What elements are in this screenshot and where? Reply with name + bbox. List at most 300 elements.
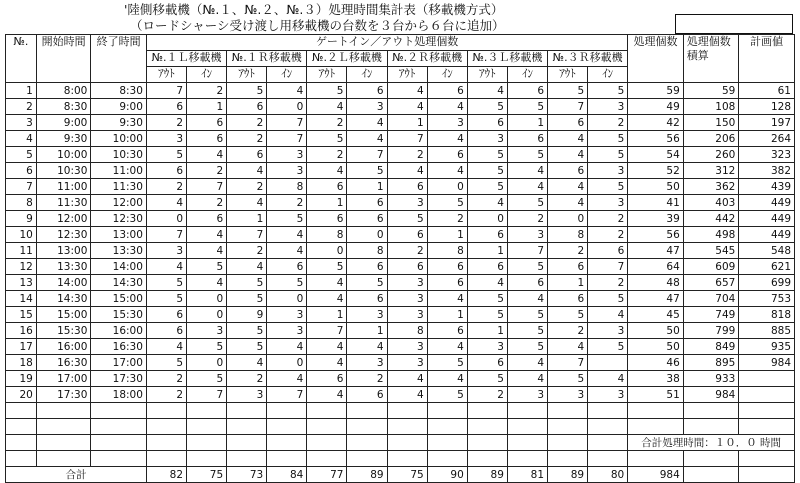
empty-cell [36, 419, 91, 435]
gate-count: 2 [467, 387, 507, 403]
gate-count: 4 [507, 179, 547, 195]
table-row [6, 371, 795, 387]
empty-cell [347, 451, 387, 467]
header-cumulative-count: 処理個数積算 [683, 35, 739, 83]
plan-header-box [675, 14, 793, 34]
gate-count: 7 [187, 387, 227, 403]
empty-cell [227, 451, 267, 467]
row-no: 2 [6, 99, 37, 115]
gate-count: 2 [146, 179, 186, 195]
processed-count: 64 [628, 259, 684, 275]
processed-count: 50 [628, 179, 684, 195]
table-row [6, 275, 795, 291]
processed-count: 39 [628, 211, 684, 227]
gate-count: 5 [427, 387, 467, 403]
gate-count: 7 [548, 355, 588, 371]
gate-count: 6 [467, 115, 507, 131]
processed-count: 50 [628, 323, 684, 339]
gate-count: 3 [507, 227, 547, 243]
empty-cell [36, 451, 91, 467]
start-time: 8:00 [36, 83, 91, 99]
start-time: 15:00 [36, 307, 91, 323]
empty-cell [146, 435, 186, 451]
start-time: 13:00 [36, 243, 91, 259]
table-row [6, 115, 795, 131]
gate-count: 2 [387, 147, 427, 163]
empty-cell [6, 403, 37, 419]
total-count: 82 [146, 467, 186, 483]
gate-count: 5 [267, 275, 307, 291]
gate-count: 6 [548, 259, 588, 275]
gate-count: 2 [588, 115, 628, 131]
gate-count: 4 [307, 355, 347, 371]
table-row [6, 243, 795, 259]
end-time: 18:00 [91, 387, 147, 403]
gate-count: 3 [588, 387, 628, 403]
gate-count: 2 [227, 243, 267, 259]
gate-count: 5 [467, 99, 507, 115]
gate-count: 6 [427, 147, 467, 163]
cumulative-count: 206 [683, 131, 739, 147]
header-out: ｱｳﾄ [146, 67, 186, 83]
header-no: №. [6, 35, 37, 83]
plan-value [739, 371, 795, 387]
gate-count: 2 [146, 387, 186, 403]
cumulative-count: 704 [683, 291, 739, 307]
gate-count: 5 [187, 259, 227, 275]
gate-count: 4 [267, 83, 307, 99]
table-row [6, 163, 795, 179]
empty-cell [91, 403, 147, 419]
gate-count: 4 [548, 131, 588, 147]
gate-count: 6 [548, 115, 588, 131]
gate-count: 4 [588, 371, 628, 387]
header-machine-5: №.３Ｌ移載機 [467, 51, 547, 67]
plan-value: 548 [739, 243, 795, 259]
empty-cell [548, 435, 588, 451]
empty-cell [91, 419, 147, 435]
row-no: 6 [6, 163, 37, 179]
gate-count: 6 [347, 259, 387, 275]
cumulative-count: 849 [683, 339, 739, 355]
gate-count: 4 [146, 259, 186, 275]
start-time: 13:30 [36, 259, 91, 275]
gate-count: 7 [267, 115, 307, 131]
gate-count: 3 [146, 243, 186, 259]
gate-count: 2 [588, 211, 628, 227]
gate-count: 5 [227, 291, 267, 307]
end-time: 12:00 [91, 195, 147, 211]
gate-count: 3 [267, 147, 307, 163]
gate-count: 4 [427, 99, 467, 115]
end-time: 12:30 [91, 211, 147, 227]
total-processing-time: 合計処理時間：１０．０ 時間 [628, 435, 795, 451]
gate-count: 2 [267, 195, 307, 211]
empty-cell [739, 451, 795, 467]
gate-count: 4 [307, 163, 347, 179]
cumulative-count: 403 [683, 195, 739, 211]
start-time: 15:30 [36, 323, 91, 339]
empty-cell [507, 451, 547, 467]
table-row [6, 131, 795, 147]
gate-count: 6 [146, 163, 186, 179]
cumulative-count: 799 [683, 323, 739, 339]
start-time: 10:30 [36, 163, 91, 179]
gate-count: 3 [267, 323, 307, 339]
gate-count: 2 [387, 243, 427, 259]
gate-count: 5 [507, 307, 547, 323]
end-time: 9:30 [91, 115, 147, 131]
header-end-time: 終了時間 [91, 35, 147, 83]
gate-count: 6 [307, 211, 347, 227]
gate-count: 6 [307, 371, 347, 387]
gate-count: 4 [347, 339, 387, 355]
plan-value: 753 [739, 291, 795, 307]
cumulative-count: 609 [683, 259, 739, 275]
gate-count: 5 [507, 99, 547, 115]
empty-row [6, 451, 795, 467]
empty-cell [507, 435, 547, 451]
empty-cell [588, 419, 628, 435]
cumulative-count: 59 [683, 83, 739, 99]
gate-count: 4 [548, 147, 588, 163]
plan-value: 818 [739, 307, 795, 323]
row-no: 17 [6, 339, 37, 355]
gate-count: 1 [387, 115, 427, 131]
gate-count: 4 [267, 227, 307, 243]
gate-count: 3 [548, 387, 588, 403]
plan-value: 935 [739, 339, 795, 355]
gate-count: 7 [548, 99, 588, 115]
total-count: 84 [267, 467, 307, 483]
gate-count: 4 [467, 83, 507, 99]
gate-count: 1 [307, 307, 347, 323]
gate-count: 0 [307, 243, 347, 259]
empty-row [6, 419, 795, 435]
gate-count: 6 [187, 131, 227, 147]
empty-cell [683, 467, 739, 483]
plan-value: 264 [739, 131, 795, 147]
start-time: 9:00 [36, 115, 91, 131]
cumulative-count: 749 [683, 307, 739, 323]
end-time: 8:30 [91, 83, 147, 99]
gate-count: 6 [548, 291, 588, 307]
start-time: 17:00 [36, 371, 91, 387]
gate-count: 2 [187, 163, 227, 179]
gate-count: 5 [588, 339, 628, 355]
gate-count: 3 [387, 355, 427, 371]
totals-row [6, 467, 795, 483]
gate-count: 5 [548, 371, 588, 387]
gate-count: 4 [267, 243, 307, 259]
gate-count: 5 [307, 131, 347, 147]
gate-count: 6 [387, 259, 427, 275]
empty-cell [427, 403, 467, 419]
header-in: ｲﾝ [187, 67, 227, 83]
end-time: 11:00 [91, 163, 147, 179]
cumulative-count: 933 [683, 371, 739, 387]
table-row [6, 387, 795, 403]
gate-count: 6 [548, 163, 588, 179]
empty-cell [467, 435, 507, 451]
gate-count: 3 [507, 387, 547, 403]
table-row [6, 323, 795, 339]
gate-count: 4 [507, 291, 547, 307]
gate-count: 5 [146, 355, 186, 371]
gate-count: 3 [227, 387, 267, 403]
empty-cell [427, 419, 467, 435]
header-in: ｲﾝ [507, 67, 547, 83]
gate-count: 1 [467, 323, 507, 339]
gate-count: 6 [427, 323, 467, 339]
empty-cell [307, 419, 347, 435]
gate-count: 6 [347, 83, 387, 99]
gate-count: 7 [307, 323, 347, 339]
gate-count: 8 [307, 227, 347, 243]
gate-count: 6 [588, 243, 628, 259]
gate-count: 4 [227, 195, 267, 211]
gate-count: 3 [588, 99, 628, 115]
cumulative-count: 984 [683, 387, 739, 403]
empty-cell [628, 451, 684, 467]
gate-count: 6 [146, 307, 186, 323]
total-count: 73 [227, 467, 267, 483]
gate-count: 4 [187, 275, 227, 291]
gate-count: 0 [267, 355, 307, 371]
gate-count: 5 [588, 147, 628, 163]
gate-count: 2 [427, 211, 467, 227]
page-subtitle: （ロードシャーシ受け渡し用移載機の台数を３台から６台に追加） [130, 18, 505, 33]
row-no: 19 [6, 371, 37, 387]
gate-count: 4 [227, 355, 267, 371]
total-processed: 984 [628, 467, 684, 483]
processed-count: 46 [628, 355, 684, 371]
gate-count: 1 [507, 115, 547, 131]
start-time: 12:00 [36, 211, 91, 227]
empty-cell [739, 419, 795, 435]
processed-count: 38 [628, 371, 684, 387]
row-no: 16 [6, 323, 37, 339]
gate-count: 2 [548, 323, 588, 339]
row-no: 5 [6, 147, 37, 163]
empty-cell [683, 451, 739, 467]
gate-count: 4 [507, 355, 547, 371]
row-no: 8 [6, 195, 37, 211]
header-out: ｱｳﾄ [387, 67, 427, 83]
empty-cell [467, 419, 507, 435]
row-no: 12 [6, 259, 37, 275]
gate-count: 6 [227, 99, 267, 115]
row-no: 1 [6, 83, 37, 99]
gate-count: 2 [307, 115, 347, 131]
processed-count: 47 [628, 291, 684, 307]
gate-count: 8 [267, 179, 307, 195]
gate-count: 9 [227, 307, 267, 323]
empty-cell [628, 403, 684, 419]
gate-count: 2 [187, 195, 227, 211]
gate-count: 2 [227, 179, 267, 195]
gate-count: 4 [387, 163, 427, 179]
header-machine-1: №.１Ｌ移載機 [146, 51, 226, 67]
gate-count: 5 [467, 307, 507, 323]
table-row [6, 83, 795, 99]
gate-count: 4 [588, 307, 628, 323]
gate-count: 4 [427, 371, 467, 387]
header-machine-2: №.１Ｒ移載機 [227, 51, 307, 67]
start-time: 12:30 [36, 227, 91, 243]
gate-count: 4 [548, 339, 588, 355]
table-row [6, 147, 795, 163]
gate-count: 1 [307, 195, 347, 211]
empty-cell [387, 403, 427, 419]
gate-count: 4 [548, 179, 588, 195]
processed-count: 48 [628, 275, 684, 291]
plan-value: 128 [739, 99, 795, 115]
header-gate-in-out: ゲートイン／アウト処理個数 [146, 35, 627, 51]
gate-count: 2 [307, 147, 347, 163]
gate-count: 5 [307, 83, 347, 99]
gate-count: 4 [387, 83, 427, 99]
gate-count: 2 [187, 83, 227, 99]
gate-count: 6 [227, 147, 267, 163]
gate-count: 6 [187, 211, 227, 227]
plan-value: 439 [739, 179, 795, 195]
gate-count: 7 [146, 83, 186, 99]
end-time: 10:30 [91, 147, 147, 163]
gate-count: 3 [588, 323, 628, 339]
start-time: 17:30 [36, 387, 91, 403]
empty-cell [227, 435, 267, 451]
empty-cell [187, 419, 227, 435]
processed-count: 54 [628, 147, 684, 163]
gate-count: 0 [187, 355, 227, 371]
row-no: 13 [6, 275, 37, 291]
empty-cell [347, 435, 387, 451]
gate-count: 5 [187, 339, 227, 355]
gate-count: 6 [427, 259, 467, 275]
empty-cell [36, 435, 91, 451]
gate-count: 7 [507, 243, 547, 259]
gate-count: 3 [387, 195, 427, 211]
gate-count: 2 [227, 371, 267, 387]
gate-count: 7 [267, 131, 307, 147]
empty-cell [91, 451, 147, 467]
gate-count: 4 [227, 259, 267, 275]
gate-count: 7 [588, 259, 628, 275]
header-out: ｱｳﾄ [227, 67, 267, 83]
cumulative-count: 312 [683, 163, 739, 179]
start-time: 8:30 [36, 99, 91, 115]
gate-count: 4 [187, 227, 227, 243]
total-count: 75 [187, 467, 227, 483]
gate-count: 5 [507, 195, 547, 211]
end-time: 15:00 [91, 291, 147, 307]
gate-count: 1 [548, 275, 588, 291]
processed-count: 50 [628, 339, 684, 355]
end-time: 13:30 [91, 243, 147, 259]
gate-count: 2 [507, 211, 547, 227]
gate-count: 4 [427, 163, 467, 179]
gate-count: 8 [347, 243, 387, 259]
cumulative-count: 108 [683, 99, 739, 115]
gate-count: 5 [548, 307, 588, 323]
table-row [6, 307, 795, 323]
end-time: 9:00 [91, 99, 147, 115]
gate-count: 6 [507, 83, 547, 99]
gate-count: 4 [307, 275, 347, 291]
empty-cell [507, 419, 547, 435]
gate-count: 0 [267, 99, 307, 115]
gate-count: 4 [307, 99, 347, 115]
gate-count: 5 [588, 83, 628, 99]
processed-count: 49 [628, 99, 684, 115]
plan-value: 621 [739, 259, 795, 275]
empty-cell [683, 419, 739, 435]
empty-cell [267, 403, 307, 419]
cumulative-count: 150 [683, 115, 739, 131]
empty-cell [146, 451, 186, 467]
table-row [6, 339, 795, 355]
empty-cell [227, 403, 267, 419]
end-time: 14:30 [91, 275, 147, 291]
empty-cell [91, 435, 147, 451]
end-time: 16:00 [91, 323, 147, 339]
gate-count: 5 [467, 179, 507, 195]
gate-count: 0 [467, 211, 507, 227]
cumulative-count: 442 [683, 211, 739, 227]
gate-count: 1 [227, 211, 267, 227]
start-time: 16:30 [36, 355, 91, 371]
processed-count: 51 [628, 387, 684, 403]
empty-row [6, 403, 795, 419]
end-time: 13:00 [91, 227, 147, 243]
total-count: 81 [507, 467, 547, 483]
end-time: 17:30 [91, 371, 147, 387]
plan-value: 61 [739, 83, 795, 99]
processed-count: 56 [628, 227, 684, 243]
gate-count: 6 [347, 195, 387, 211]
header-plan-value: 計画値 [739, 35, 795, 83]
gate-count: 6 [387, 179, 427, 195]
plan-value: 885 [739, 323, 795, 339]
plan-value: 449 [739, 227, 795, 243]
empty-cell [347, 419, 387, 435]
gate-count: 1 [187, 99, 227, 115]
gate-count: 3 [347, 355, 387, 371]
table-row [6, 291, 795, 307]
plan-value: 449 [739, 195, 795, 211]
gate-count: 3 [187, 323, 227, 339]
gate-count: 3 [347, 99, 387, 115]
gate-count: 3 [146, 131, 186, 147]
plan-value: 323 [739, 147, 795, 163]
gate-count: 4 [427, 291, 467, 307]
total-count: 75 [387, 467, 427, 483]
header-processed-count: 処理個数 [628, 35, 684, 83]
gate-count: 6 [507, 131, 547, 147]
gate-count: 2 [588, 275, 628, 291]
header-start-time: 開始時間 [36, 35, 91, 83]
gate-count: 5 [548, 83, 588, 99]
empty-cell [387, 419, 427, 435]
plan-value: 984 [739, 355, 795, 371]
processed-count: 42 [628, 115, 684, 131]
empty-cell [683, 403, 739, 419]
start-time: 11:00 [36, 179, 91, 195]
gate-count: 5 [427, 195, 467, 211]
empty-cell [628, 419, 684, 435]
gate-count: 5 [227, 323, 267, 339]
